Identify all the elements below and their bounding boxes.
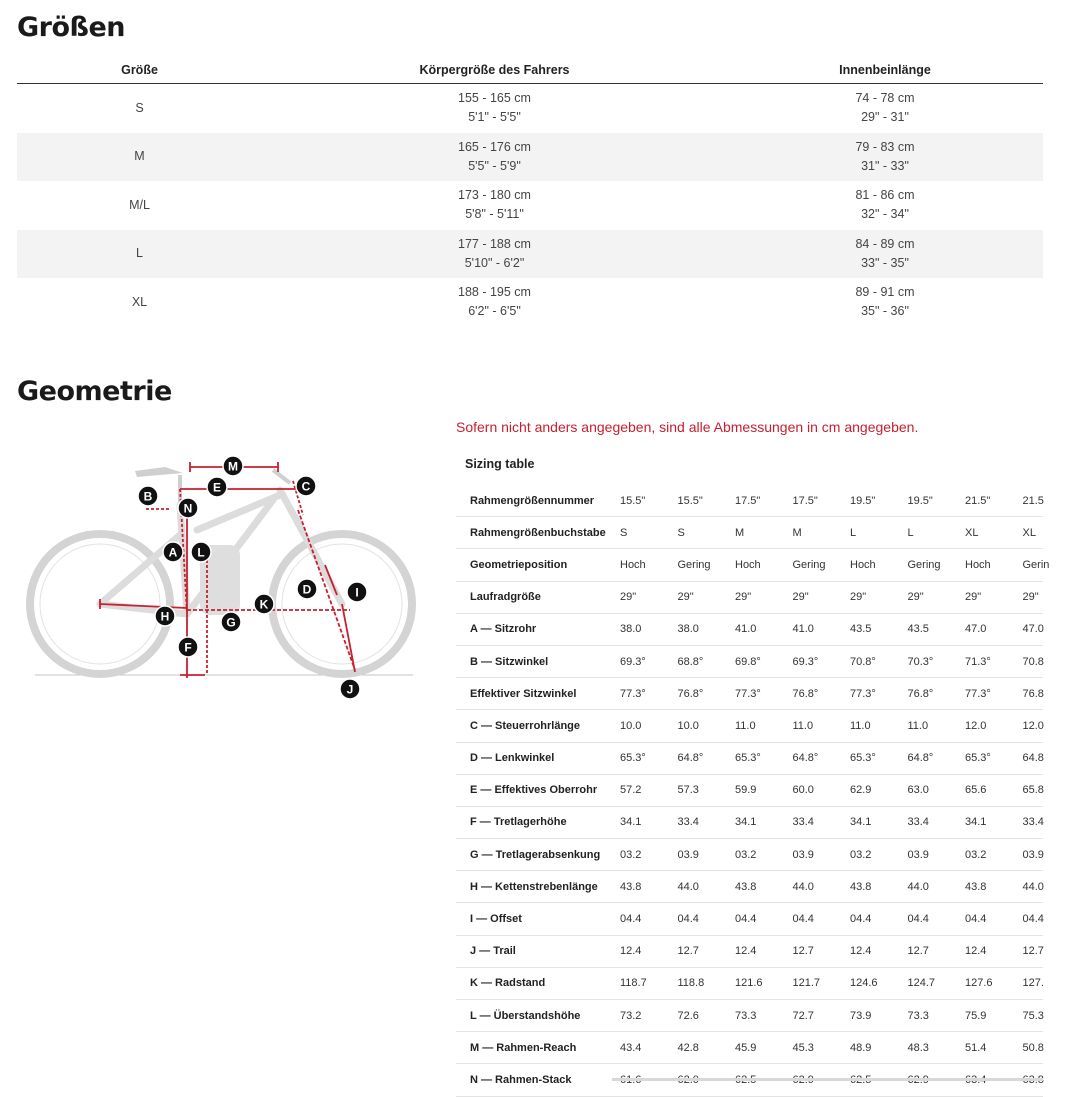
geometry-cell: 44.0 xyxy=(1023,881,1080,893)
geometry-table-row xyxy=(456,1032,1043,1064)
geometry-cell: 43.8 xyxy=(850,881,908,893)
geometry-cell: 77.3° xyxy=(850,688,908,700)
geometry-cell: 03.9 xyxy=(1023,849,1080,861)
geometry-table-row xyxy=(456,710,1043,742)
geometry-cell: 45.3 xyxy=(793,1042,851,1054)
height-ft: 5'1" - 5'5" xyxy=(262,108,727,127)
geometry-cell: 17.5" xyxy=(735,495,793,507)
svg-text:L: L xyxy=(197,546,204,560)
geometry-cell: 15.5" xyxy=(620,495,678,507)
geometry-row-label: Effektiver Sitzwinkel xyxy=(456,688,620,700)
geometry-cell: 63.0 xyxy=(908,784,966,796)
height-ft: 5'5" - 5'9" xyxy=(262,157,727,176)
geometry-cell: 64.8 xyxy=(1023,752,1080,764)
geometry-table-row xyxy=(456,903,1043,935)
geometry-cell: 65.3° xyxy=(965,752,1023,764)
inseam-cm: 89 - 91 cm xyxy=(727,283,1043,302)
geometry-table-row xyxy=(456,839,1043,871)
sizes-table-body xyxy=(17,84,1043,327)
geometry-cell: 04.4 xyxy=(850,913,908,925)
geometry-cell: 19.5" xyxy=(908,495,966,507)
marker-g xyxy=(221,612,241,632)
geometry-cell: Gering xyxy=(793,559,851,571)
inseam-in: 32" - 34" xyxy=(727,205,1043,224)
geometry-cell: 64.8° xyxy=(908,752,966,764)
geometry-cell: 04.4 xyxy=(735,913,793,925)
geometry-cell: 11.0 xyxy=(908,720,966,732)
geometry-cell: 68.8° xyxy=(678,656,736,668)
geometry-row-label: N — Rahmen-Stack xyxy=(456,1074,620,1086)
geometry-cell: 51.4 xyxy=(965,1042,1023,1054)
geometry-row-label: G — Tretlagerabsenkung xyxy=(456,849,620,861)
svg-text:E: E xyxy=(213,481,221,495)
geometry-table-row xyxy=(456,807,1043,839)
inseam-cell xyxy=(727,89,1043,127)
geometry-cell: Hoch xyxy=(735,559,793,571)
inseam-cell xyxy=(727,283,1043,321)
rider-height-cell xyxy=(262,283,727,321)
geometry-cell: 03.2 xyxy=(965,849,1023,861)
geometry-cell: 77.3° xyxy=(965,688,1023,700)
geometry-cell: 04.4 xyxy=(678,913,736,925)
geometry-table-row xyxy=(456,968,1043,1000)
geometry-cell: 73.9 xyxy=(850,1010,908,1022)
geometry-cell: 57.3 xyxy=(678,784,736,796)
svg-text:D: D xyxy=(303,583,312,597)
inseam-cell xyxy=(727,186,1043,224)
horizontal-scrollbar[interactable] xyxy=(612,1078,1043,1081)
geometry-cell: 10.0 xyxy=(620,720,678,732)
geometry-cell: 04.4 xyxy=(908,913,966,925)
geometry-cell: 42.8 xyxy=(678,1042,736,1054)
geometry-table-row xyxy=(456,775,1043,807)
marker-b xyxy=(138,486,158,506)
geometry-cell: 118.7 xyxy=(620,977,678,989)
geometry-cell: 12.7 xyxy=(1023,945,1080,957)
geometry-cell: 76.8 xyxy=(1023,688,1080,700)
geometry-table-row xyxy=(456,549,1043,581)
sizes-table-row xyxy=(17,84,1043,133)
svg-text:J: J xyxy=(347,683,354,697)
size-cell xyxy=(17,244,262,263)
marker-l xyxy=(191,542,211,562)
geometry-cell: 65.8 xyxy=(1023,784,1080,796)
height-ft: 5'8" - 5'11" xyxy=(262,205,727,224)
geometry-cell: 04.4 xyxy=(965,913,1023,925)
geometry-cell: 29" xyxy=(1023,591,1080,603)
size-cell xyxy=(17,293,262,312)
svg-text:B: B xyxy=(144,490,153,504)
geometry-cell: 12.7 xyxy=(793,945,851,957)
height-cm: 155 - 165 cm xyxy=(262,89,727,108)
sizes-table-row xyxy=(17,181,1043,230)
geometry-cell: 03.9 xyxy=(908,849,966,861)
geometry-cell: 47.0 xyxy=(965,623,1023,635)
sizes-table xyxy=(17,56,1043,327)
geometry-cell: 34.1 xyxy=(620,816,678,828)
geometry-cell: 57.2 xyxy=(620,784,678,796)
sizing-table-caption: Sizing table xyxy=(465,457,534,471)
geometry-cell: 127. xyxy=(1023,977,1080,989)
geometry-cell: 72.6 xyxy=(678,1010,736,1022)
geometry-row-label: A — Sitzrohr xyxy=(456,623,620,635)
geometry-cell: 21.5" xyxy=(965,495,1023,507)
geometry-cell: 12.4 xyxy=(965,945,1023,957)
geometry-cell: 127.6 xyxy=(965,977,1023,989)
geometry-cell: 76.8° xyxy=(908,688,966,700)
geometry-table-row xyxy=(456,1000,1043,1032)
svg-text:K: K xyxy=(260,598,269,612)
rider-height-cell xyxy=(262,138,727,176)
geometry-cell: 65.6 xyxy=(965,784,1023,796)
geometry-row-label: K — Radstand xyxy=(456,977,620,989)
bike-geometry-diagram xyxy=(25,450,420,710)
geometry-cell: 73.3 xyxy=(735,1010,793,1022)
geometry-cell: 12.0 xyxy=(965,720,1023,732)
geometry-cell: 65.3° xyxy=(850,752,908,764)
geometry-cell: 38.0 xyxy=(620,623,678,635)
height-ft: 5'10" - 6'2" xyxy=(262,254,727,273)
inseam-cell xyxy=(727,138,1043,176)
size-value: M/L xyxy=(17,196,262,215)
geometry-cell: 12.7 xyxy=(908,945,966,957)
geometry-cell: 124.6 xyxy=(850,977,908,989)
geometry-cell: Gerin xyxy=(1023,559,1080,571)
geometry-cell: 29" xyxy=(850,591,908,603)
geometry-cell: 03.9 xyxy=(678,849,736,861)
marker-k xyxy=(254,594,274,614)
geometry-cell: 34.1 xyxy=(735,816,793,828)
geometry-row-label: Laufradgröße xyxy=(456,591,620,603)
inseam-cm: 74 - 78 cm xyxy=(727,89,1043,108)
geometry-cell: 41.0 xyxy=(735,623,793,635)
geometry-cell: 65.3° xyxy=(620,752,678,764)
geometry-cell: 124.7 xyxy=(908,977,966,989)
geometry-cell: 121.6 xyxy=(735,977,793,989)
inseam-cm: 84 - 89 cm xyxy=(727,235,1043,254)
geometry-row-label: M — Rahmen-Reach xyxy=(456,1042,620,1054)
geometry-cell: 11.0 xyxy=(735,720,793,732)
svg-text:I: I xyxy=(355,586,358,600)
header-inseam: Innenbeinlänge xyxy=(727,63,1043,77)
geometry-row-label: Geometrieposition xyxy=(456,559,620,571)
geometry-table-body xyxy=(456,485,1043,1097)
svg-text:H: H xyxy=(161,610,170,624)
geometry-cell: 48.3 xyxy=(908,1042,966,1054)
geometry-cell: 34.1 xyxy=(965,816,1023,828)
geometry-row-label: F — Tretlagerhöhe xyxy=(456,816,620,828)
sizes-table-header xyxy=(17,56,1043,84)
geometry-cell: 15.5" xyxy=(678,495,736,507)
geometry-cell: 29" xyxy=(965,591,1023,603)
geometry-cell: 33.4 xyxy=(793,816,851,828)
geometry-cell: M xyxy=(793,527,851,539)
geometry-cell: 12.4 xyxy=(735,945,793,957)
size-value: M xyxy=(17,147,262,166)
geometry-cell: 44.0 xyxy=(908,881,966,893)
geometry-table-row xyxy=(456,936,1043,968)
geometry-table-row xyxy=(456,614,1043,646)
geometry-cell: 69.3° xyxy=(620,656,678,668)
svg-text:F: F xyxy=(184,641,191,655)
geometry-cell: 03.2 xyxy=(850,849,908,861)
marker-j xyxy=(340,679,360,699)
geometry-cell: 11.0 xyxy=(793,720,851,732)
size-value: XL xyxy=(17,293,262,312)
geometry-cell: 43.8 xyxy=(735,881,793,893)
geometry-cell: 48.9 xyxy=(850,1042,908,1054)
geometry-cell: 17.5" xyxy=(793,495,851,507)
inseam-cm: 79 - 83 cm xyxy=(727,138,1043,157)
geometry-cell: 12.7 xyxy=(678,945,736,957)
marker-m xyxy=(223,456,243,476)
geometry-table-row xyxy=(456,646,1043,678)
geometry-table-row xyxy=(456,485,1043,517)
geometry-cell: 33.4 xyxy=(678,816,736,828)
geometry-table-row xyxy=(456,743,1043,775)
geometry-table-row xyxy=(456,582,1043,614)
size-value: L xyxy=(17,244,262,263)
size-cell xyxy=(17,99,262,118)
geometry-cell: Gering xyxy=(678,559,736,571)
diagram-markers xyxy=(138,456,367,699)
marker-d xyxy=(297,579,317,599)
geometry-row-label: D — Lenkwinkel xyxy=(456,752,620,764)
geometry-cell: 64.8° xyxy=(793,752,851,764)
inseam-cell xyxy=(727,235,1043,273)
geometry-cell: 43.5 xyxy=(850,623,908,635)
geometry-cell: 43.4 xyxy=(620,1042,678,1054)
marker-e xyxy=(207,477,227,497)
geometry-cell: 70.3° xyxy=(908,656,966,668)
height-ft: 6'2" - 6'5" xyxy=(262,302,727,321)
geometry-row-label: I — Offset xyxy=(456,913,620,925)
geometry-cell: 77.3° xyxy=(620,688,678,700)
geometry-cell: 41.0 xyxy=(793,623,851,635)
marker-c xyxy=(296,476,316,496)
size-cell xyxy=(17,196,262,215)
height-cm: 177 - 188 cm xyxy=(262,235,727,254)
geometry-cell: 77.3° xyxy=(735,688,793,700)
rider-height-cell xyxy=(262,89,727,127)
rider-height-cell xyxy=(262,235,727,273)
geometry-cell: 75.9 xyxy=(965,1010,1023,1022)
geometry-cell: 11.0 xyxy=(850,720,908,732)
sizes-table-row xyxy=(17,133,1043,182)
geometry-cell: 33.4 xyxy=(1023,816,1080,828)
height-cm: 188 - 195 cm xyxy=(262,283,727,302)
sizes-heading: Größen xyxy=(17,12,125,43)
svg-text:C: C xyxy=(302,480,311,494)
geometry-cell: S xyxy=(620,527,678,539)
geometry-cell: 69.3° xyxy=(793,656,851,668)
geometry-cell: 121.7 xyxy=(793,977,851,989)
geometry-row-label: Rahmengrößenbuchstabe xyxy=(456,527,620,539)
geometry-heading: Geometrie xyxy=(17,376,172,407)
geometry-cell: 118.8 xyxy=(678,977,736,989)
units-note: Sofern nicht anders angegeben, sind alle Abmessungen in cm angegeben. xyxy=(456,419,918,435)
geometry-cell: 29" xyxy=(793,591,851,603)
geometry-cell: 29" xyxy=(908,591,966,603)
marker-h xyxy=(155,606,175,626)
inseam-in: 33" - 35" xyxy=(727,254,1043,273)
inseam-in: 31" - 33" xyxy=(727,157,1043,176)
geometry-cell: 71.3° xyxy=(965,656,1023,668)
geometry-cell: 21.5 xyxy=(1023,495,1080,507)
geometry-row-label: E — Effektives Oberrohr xyxy=(456,784,620,796)
svg-text:G: G xyxy=(226,616,235,630)
geometry-cell: XL xyxy=(965,527,1023,539)
geometry-cell: 60.0 xyxy=(793,784,851,796)
geometry-cell: S xyxy=(678,527,736,539)
geometry-cell: 73.3 xyxy=(908,1010,966,1022)
geometry-cell: 43.8 xyxy=(620,881,678,893)
rider-height-cell xyxy=(262,186,727,224)
geometry-row-label: C — Steuerrohrlänge xyxy=(456,720,620,732)
height-cm: 165 - 176 cm xyxy=(262,138,727,157)
size-value: S xyxy=(17,99,262,118)
inseam-cm: 81 - 86 cm xyxy=(727,186,1043,205)
geometry-table-row xyxy=(456,517,1043,549)
geometry-cell: 19.5" xyxy=(850,495,908,507)
sizes-table-row xyxy=(17,278,1043,327)
geometry-cell: 34.1 xyxy=(850,816,908,828)
sizes-table-row xyxy=(17,230,1043,279)
geometry-cell: 70.8° xyxy=(850,656,908,668)
geometry-cell: 33.4 xyxy=(908,816,966,828)
geometry-cell: 43.8 xyxy=(965,881,1023,893)
geometry-cell: 72.7 xyxy=(793,1010,851,1022)
geometry-cell: 03.2 xyxy=(735,849,793,861)
geometry-row-label: H — Kettenstrebenlänge xyxy=(456,881,620,893)
geometry-cell: 50.8 xyxy=(1023,1042,1080,1054)
svg-text:N: N xyxy=(184,502,193,516)
geometry-cell: 04.4 xyxy=(620,913,678,925)
header-rider-height: Körpergröße des Fahrers xyxy=(262,63,727,77)
geometry-cell: 43.5 xyxy=(908,623,966,635)
geometry-cell: 45.9 xyxy=(735,1042,793,1054)
geometry-cell: L xyxy=(850,527,908,539)
geometry-table-row xyxy=(456,678,1043,710)
geometry-cell: L xyxy=(908,527,966,539)
marker-n xyxy=(178,498,198,518)
geometry-cell: 12.4 xyxy=(620,945,678,957)
geometry-cell: 12.0 xyxy=(1023,720,1080,732)
geometry-cell: 12.4 xyxy=(850,945,908,957)
geometry-cell: 04.4 xyxy=(793,913,851,925)
geometry-cell: Hoch xyxy=(850,559,908,571)
geometry-table[interactable] xyxy=(456,485,1043,1081)
marker-i xyxy=(347,582,367,602)
geometry-cell: Hoch xyxy=(965,559,1023,571)
geometry-cell: 76.8° xyxy=(678,688,736,700)
geometry-cell: 29" xyxy=(678,591,736,603)
height-cm: 173 - 180 cm xyxy=(262,186,727,205)
geometry-cell: 10.0 xyxy=(678,720,736,732)
bike-illustration xyxy=(30,467,413,675)
geometry-cell: 62.9 xyxy=(850,784,908,796)
geometry-cell: 59.9 xyxy=(735,784,793,796)
marker-f xyxy=(178,637,198,657)
geometry-row-label: J — Trail xyxy=(456,945,620,957)
geometry-row-label: Rahmengrößennummer xyxy=(456,495,620,507)
geometry-table-row xyxy=(456,871,1043,903)
geometry-cell: 29" xyxy=(620,591,678,603)
geometry-cell: 76.8° xyxy=(793,688,851,700)
svg-text:A: A xyxy=(169,546,178,560)
geometry-cell: M xyxy=(735,527,793,539)
geometry-row-label: B — Sitzwinkel xyxy=(456,656,620,668)
geometry-cell: 70.8 xyxy=(1023,656,1080,668)
geometry-cell: Gering xyxy=(908,559,966,571)
header-size: Größe xyxy=(17,63,262,77)
geometry-cell: XL xyxy=(1023,527,1080,539)
geometry-cell: 03.9 xyxy=(793,849,851,861)
geometry-cell: 47.0 xyxy=(1023,623,1080,635)
geometry-cell: 29" xyxy=(735,591,793,603)
geometry-row-label: L — Überstandshöhe xyxy=(456,1010,620,1022)
geometry-cell: 44.0 xyxy=(678,881,736,893)
inseam-in: 35" - 36" xyxy=(727,302,1043,321)
geometry-cell: 69.8° xyxy=(735,656,793,668)
geometry-cell: 73.2 xyxy=(620,1010,678,1022)
geometry-cell: 44.0 xyxy=(793,881,851,893)
geometry-cell: 38.0 xyxy=(678,623,736,635)
geometry-cell: 03.2 xyxy=(620,849,678,861)
svg-text:M: M xyxy=(228,460,238,474)
geometry-cell: 64.8° xyxy=(678,752,736,764)
geometry-cell: Hoch xyxy=(620,559,678,571)
size-cell xyxy=(17,147,262,166)
inseam-in: 29" - 31" xyxy=(727,108,1043,127)
geometry-cell: 65.3° xyxy=(735,752,793,764)
marker-a xyxy=(163,542,183,562)
geometry-cell: 75.3 xyxy=(1023,1010,1080,1022)
geometry-cell: 04.4 xyxy=(1023,913,1080,925)
